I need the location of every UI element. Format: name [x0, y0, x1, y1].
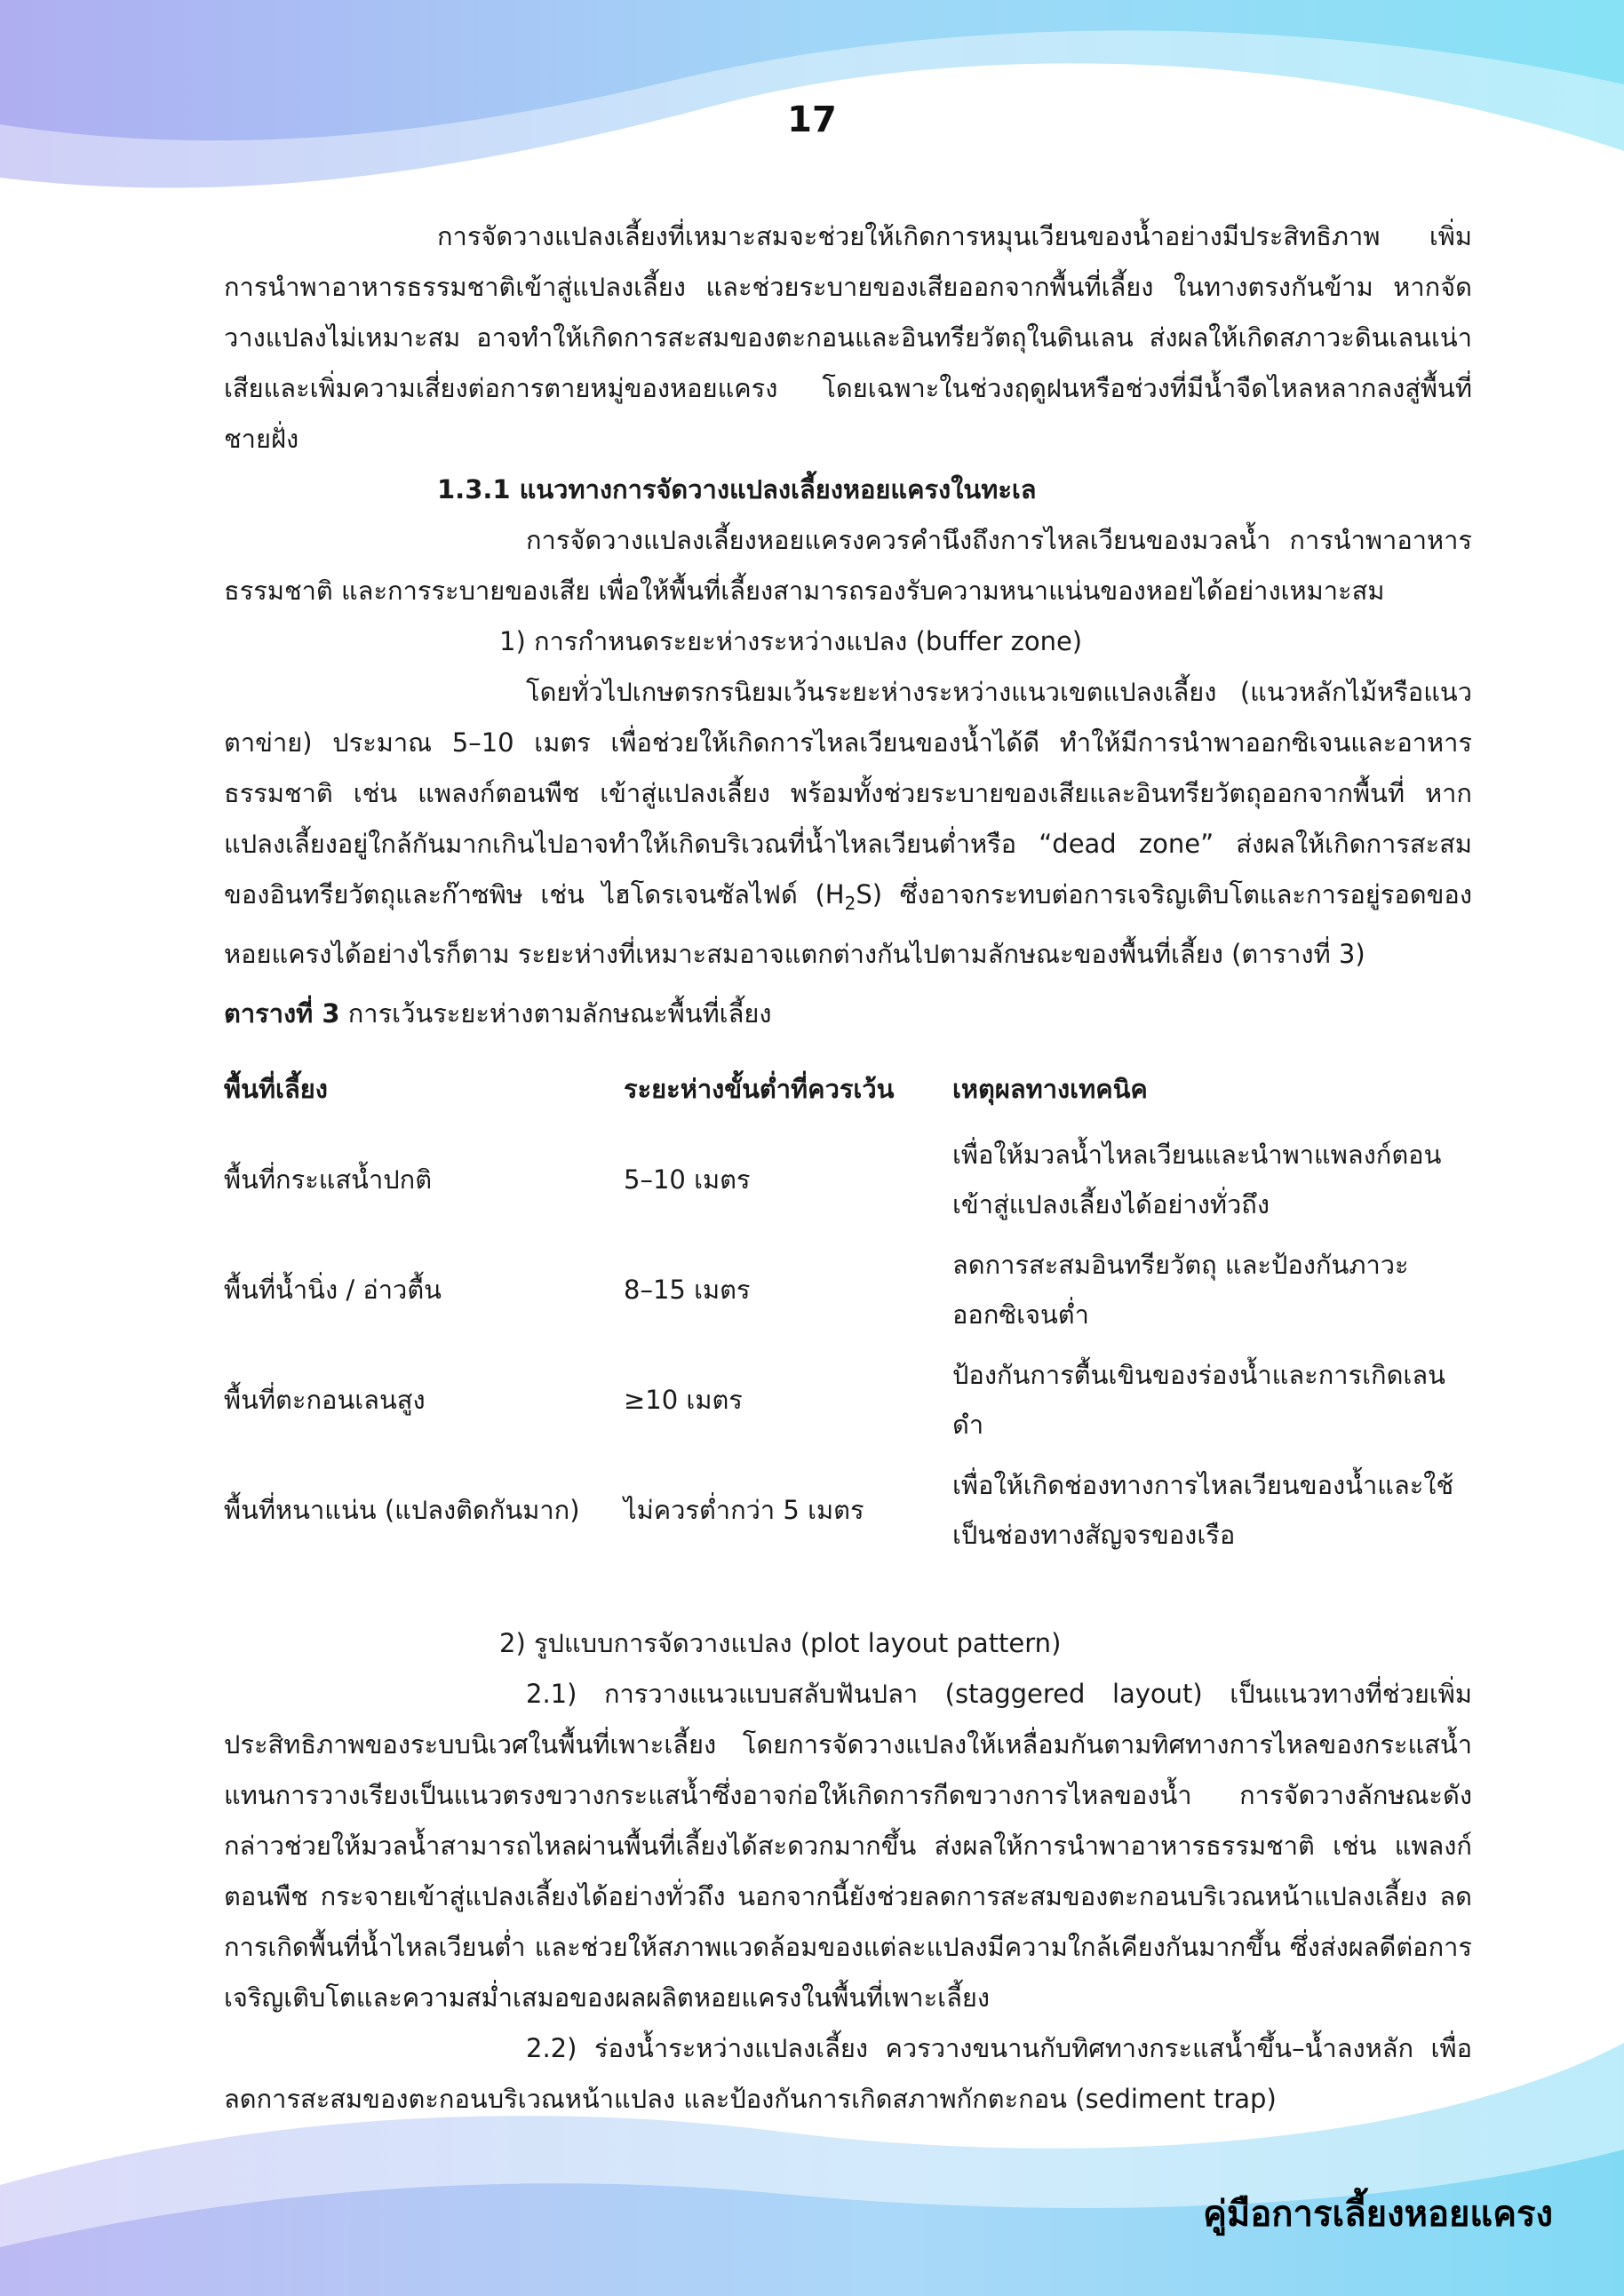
buffer-zone-paragraph — [224, 667, 1472, 980]
table-cell-area: พื้นที่น้ำนิ่ง / อ่าวตื้น — [224, 1274, 442, 1305]
section-1-3-1-paragraph: การจัดวางแปลงเลี้ยงหอยแครงควรคำนึงถึงการไหลเวียนของมวลน้ำ การนำพาอาหารธรรมชาติ และการระบายของเสีย เพื่อให้พื้นที่เลี้ยงสามารถรองรับความหนาแน่นของหอยได้อย่างเหมาะสม — [224, 525, 1472, 606]
page-content — [224, 211, 1472, 2125]
table-cell-distance: ≥10 เมตร — [624, 1384, 743, 1415]
table-cell-distance: 8–15 เมตร — [624, 1274, 751, 1305]
table-cell-distance: 5–10 เมตร — [624, 1164, 751, 1195]
table-header-reason: เหตุผลทางเทคนิค — [952, 1073, 1148, 1104]
table-3 — [224, 1066, 1472, 1565]
table-cell-reason: เพื่อให้มวลน้ำไหลเวียนและนำพาแพลงก์ตอนเข้าสู่แปลงเลี้ยงได้อย่างทั่วถึง — [952, 1139, 1442, 1220]
footer-book-title: คู่มือการเลี้ยงหอยแครง — [1203, 2194, 1553, 2235]
table-cell-area: พื้นที่ตะกอนเลนสูง — [224, 1384, 426, 1415]
layout-pattern-heading: 2) รูปแบบการจัดวางแปลง (plot layout pattern) — [499, 1627, 1062, 1658]
table-row — [224, 1124, 1472, 1235]
channel-paragraph: 2.2) ร่องน้ำระหว่างแปลงเลี้ยง ควรวางขนานกับทิศทางกระแสน้ำขึ้น–น้ำลงหลัก เพื่อลดการสะสมของตะกอนบริเวณหน้าแปลง และป้องกันการเกิดสภาพกักตะกอน (sediment trap) — [224, 2032, 1472, 2114]
table-cell-reason: เพื่อให้เกิดช่องทางการไหลเวียนของน้ำและใช้เป็นช่องทางสัญจรของเรือ — [952, 1469, 1454, 1550]
table-3-caption-text: การเว้นระยะห่างตามลักษณะพื้นที่เลี้ยง — [339, 997, 772, 1029]
buffer-zone-heading: 1) การกำหนดระยะห่างระหว่างแปลง (buffer zone) — [499, 626, 1083, 656]
table-cell-reason: ลดการสะสมอินทรียวัตถุ และป้องกันภาวะออกซิเจนต่ำ — [952, 1249, 1409, 1330]
table-3-label: ตารางที่ 3 — [224, 997, 340, 1029]
buffer-text-part-1: โดยทั่วไปเกษตรกรนิยมเว้นระยะห่างระหว่างแนวเขตแปลงเลี้ยง (แนวหลักไม้หรือแนวตาข่าย) ประมาณ 5–10 เมตร เพื่อช่วยให้เกิดการไหลเวียนของน้ำได้ดี ทำให้มีการนำพาออกซิเจนและอาหารธรรมชาติ เช่น แพลงก์ตอนพืช เข้าสู่แปลงเลี้ยง พร้อมทั้งช่วยระบายของเสียและอินทรียวัตถุออกจากพื้นที่ หากแปลงเลี้ยงอยู่ใกล้กันมากเกินไปอาจทำให้เกิดบริเวณที่น้ำไหลเวียนต่ำหรือ “dead zone” ส่งผลให้เกิดการสะสมของอินทรียวัตถุและก๊าซพิษ เช่น ไฮโดรเจนซัลไฟด์ (H — [224, 677, 1472, 910]
table-header-min-distance: ระยะห่างขั้นต่ำที่ควรเว้น — [624, 1073, 895, 1104]
section-heading-1-3-1: 1.3.1 แนวทางการจัดวางแปลงเลี้ยงหอยแครงในทะเล — [437, 474, 1037, 504]
table-row — [224, 1235, 1472, 1345]
table-row — [224, 1455, 1472, 1565]
table-cell-area: พื้นที่หนาแน่น (แปลงติดกันมาก) — [224, 1494, 580, 1525]
table-3-caption — [224, 989, 1472, 1039]
table-header-area: พื้นที่เลี้ยง — [224, 1073, 328, 1104]
staggered-layout-paragraph: 2.1) การวางแนวแบบสลับฟันปลา (staggered layout) เป็นแนวทางที่ช่วยเพิ่มประสิทธิภาพของระบบนิเวศในพื้นที่เพาะเลี้ยง โดยการจัดวางแปลงให้เหลื่อมกันตามทิศทางการไหลของกระแสน้ำแทนการวางเรียงเป็นแนวตรงขวางกระแสน้ำซึ่งอาจก่อให้เกิดการกีดขวางการไหลของน้ำ การจัดวางลักษณะดังกล่าวช่วยให้มวลน้ำสามารถไหลผ่านพื้นที่เลี้ยงได้สะดวกมากขึ้น ส่งผลให้การนำพาอาหารธรรมชาติ เช่น แพลงก์ตอนพืช กระจายเข้าสู่แปลงเลี้ยงได้อย่างทั่วถึง นอกจากนี้ยังช่วยลดการสะสมของตะกอนบริเวณหน้าแปลงเลี้ยง ลดการเกิดพื้นที่น้ำไหลเวียนต่ำ และช่วยให้สภาพแวดล้อมของแต่ละแปลงมีความใกล้เคียงกันมากขึ้น ซึ่งส่งผลดีต่อการเจริญเติบโตและความสม่ำเสมอของผลผลิตหอยแครงในพื้นที่เพาะเลี้ยง — [224, 1678, 1472, 2013]
h2s-subscript: 2 — [844, 892, 856, 914]
buffer-text-part-2: S) ซึ่งอาจกระทบต่อการเจริญเติบโตและการอยู่รอดของหอยแครงได้อย่างไรก็ตาม ระยะห่างที่เหมาะสมอาจแตกต่างกันไปตามลักษณะของพื้นที่เลี้ยง (ตารางที่ 3) — [224, 879, 1472, 969]
intro-paragraph: การจัดวางแปลงเลี้ยงที่เหมาะสมจะช่วยให้เกิดการหมุนเวียนของน้ำอย่างมีประสิทธิภาพ เพิ่มการนำพาอาหารธรรมชาติเข้าสู่แปลงเลี้ยง และช่วยระบายของเสียออกจากพื้นที่เลี้ยง ในทางตรงกันข้าม หากจัดวางแปลงไม่เหมาะสม อาจทำให้เกิดการสะสมของตะกอนและอินทรียวัตถุในดินเลน ส่งผลให้เกิดสภาวะดินเลนเน่าเสียและเพิ่มความเสี่ยงต่อการตายหมู่ของหอยแครง โดยเฉพาะในช่วงฤดูฝนหรือช่วงที่มีน้ำจืดไหลหลากลงสู่พื้นที่ชายฝั่ง — [224, 221, 1472, 454]
table-cell-distance: ไม่ควรต่ำกว่า 5 เมตร — [624, 1494, 864, 1525]
table-header-row — [224, 1066, 1472, 1124]
table-cell-area: พื้นที่กระแสน้ำปกติ — [224, 1164, 433, 1195]
table-cell-reason: ป้องกันการตื้นเขินของร่องน้ำและการเกิดเลนดำ — [952, 1359, 1445, 1440]
page-number: 17 — [787, 99, 837, 140]
table-row — [224, 1345, 1472, 1455]
